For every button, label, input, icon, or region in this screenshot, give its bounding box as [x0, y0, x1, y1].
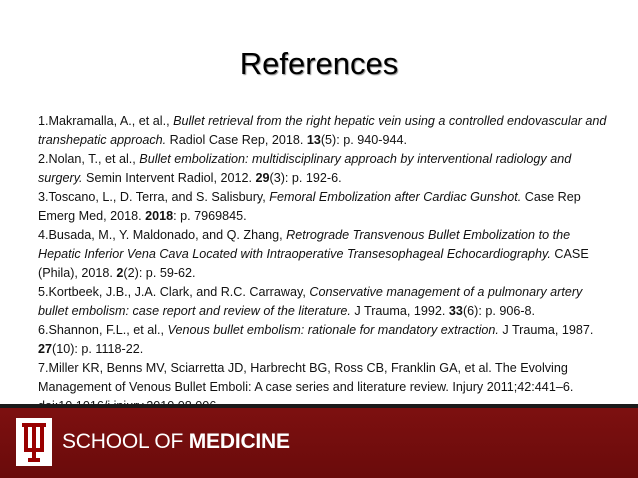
ref-volume: 2018 [145, 209, 174, 223]
ref-article-title: Retrograde Transvenous Bullet Embolization to the Hepatic Inferior Vena Cava Located with Intraoperative Transesophageal Echocardiography. [38, 228, 571, 261]
ref-source: Radiol Case Rep, 2018. [166, 133, 307, 147]
iu-logo [16, 418, 52, 466]
ref-pages: (3): p. 192-6. [269, 171, 342, 185]
ref-number: 3. [38, 190, 49, 204]
ref-authors: Miller KR, Benns MV, Sciarretta JD, Harbrecht BG, Ross CB, Franklin GA, et al. The Evolving Management of Venous Bullet Emboli: A case series and literature review. Injury 2011;42:441–6. [38, 361, 574, 394]
ref-number: 4. [38, 228, 49, 242]
ref-authors: Nolan, T., et al., [48, 152, 140, 166]
ref-authors: Busada, M., Y. Maldonado, and Q. Zhang, [48, 228, 287, 242]
ref-pages: (2): p. 59-62. [123, 266, 196, 280]
ref-number: 5. [38, 285, 49, 299]
ref-volume: 29 [255, 171, 270, 185]
ref-volume: 33 [448, 304, 463, 318]
ref-authors: Toscano, L., D. Terra, and S. Salisbury, [48, 190, 270, 204]
ref-source: Semin Intervent Radiol, 2012. [82, 171, 256, 185]
ref-volume: 27 [38, 342, 53, 356]
reference-item [38, 226, 608, 283]
reference-item [38, 112, 608, 150]
school-prefix: SCHOOL OF [62, 430, 189, 453]
ref-source: Case Rep Emerg Med, 2018. [38, 190, 581, 223]
ref-number: 1. [38, 114, 49, 128]
trident-shape [22, 423, 46, 462]
ref-number: 2. [38, 152, 49, 166]
ref-pages: (5): p. 940-944. [320, 133, 407, 147]
ref-number: 7. [38, 361, 49, 375]
ref-article-title: Femoral Embolization after Cardiac Gunshot. [269, 190, 522, 204]
ref-source: J Trauma, 1992. [350, 304, 449, 318]
ref-pages: : p. 7969845. [173, 209, 247, 223]
ref-pages: (10): p. 1118-22. [52, 342, 144, 356]
school-of-medicine-label [62, 430, 290, 454]
ref-article-title: Venous bullet embolism: rationale for mandatory extraction. [167, 323, 499, 337]
ref-number: 6. [38, 323, 49, 337]
reference-list [38, 112, 608, 416]
reference-item [38, 321, 608, 359]
iu-trident-icon [16, 418, 52, 466]
reference-item [38, 188, 608, 226]
footer-bar [0, 408, 638, 478]
ref-pages: (6): p. 906-8. [462, 304, 536, 318]
ref-article-title: Bullet retrieval from the right hepatic vein using a controlled endovascular and transhepatic approach. [38, 114, 607, 147]
ref-authors: Makramalla, A., et al., [48, 114, 174, 128]
slide-title: References [239, 46, 399, 81]
ref-article-title: Bullet embolization: multidisciplinary approach by interventional radiology and surgery. [38, 152, 572, 185]
ref-volume: 2 [116, 266, 124, 280]
reference-item [38, 150, 608, 188]
ref-authors: Kortbeek, J.B., J.A. Clark, and R.C. Carraway, [48, 285, 310, 299]
ref-volume: 13 [306, 133, 321, 147]
ref-article-title: Conservative management of a pulmonary artery bullet embolism: case report and review of the literature. [38, 285, 583, 318]
school-strong: MEDICINE [188, 430, 290, 453]
ref-authors: Shannon, F.L., et al., [48, 323, 168, 337]
ref-source: J Trauma, 1987. [498, 323, 594, 337]
reference-item [38, 283, 608, 321]
ref-source: CASE (Phila), 2018. [38, 247, 589, 280]
